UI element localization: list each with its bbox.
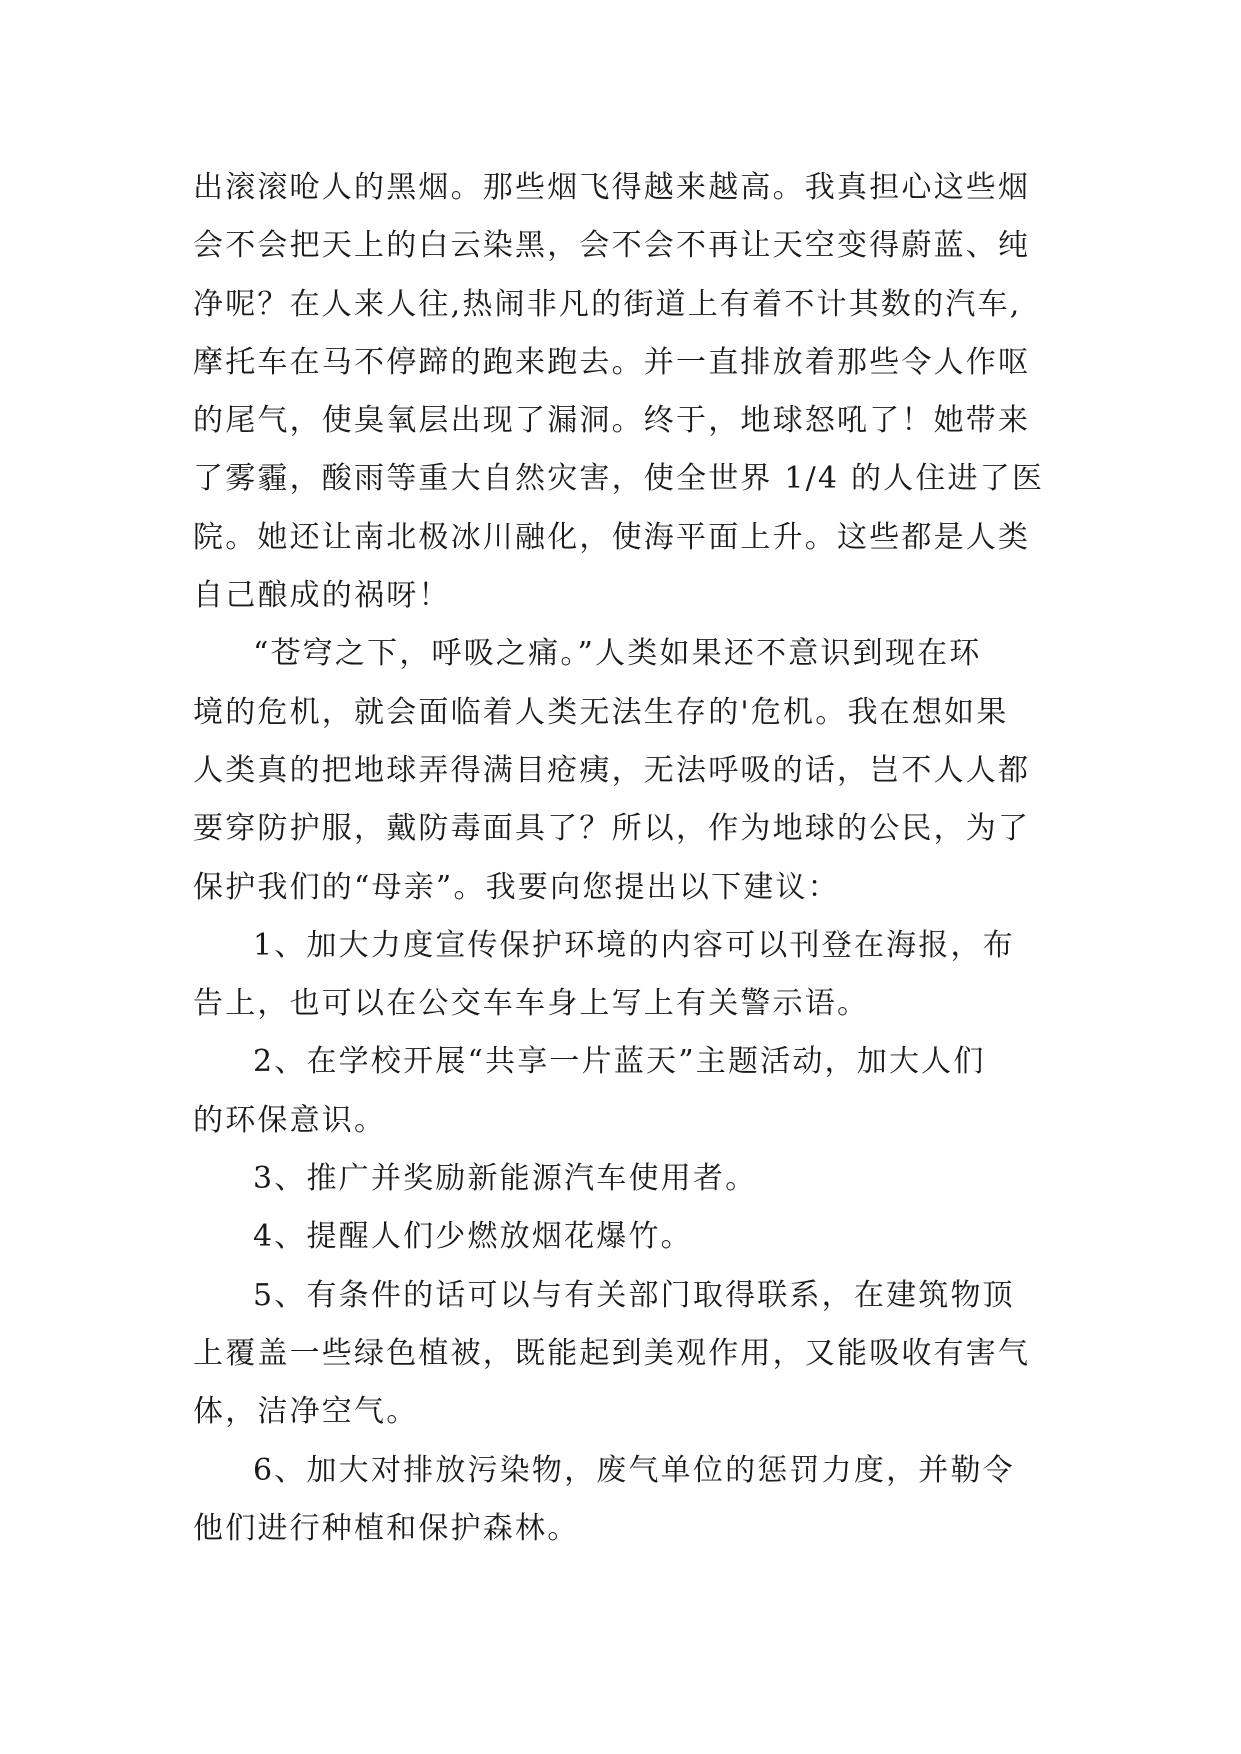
text-line: 的尾气，使臭氧层出现了漏洞。终于，地球怒吼了！她带来 <box>193 403 1031 439</box>
suggestion-item-6: 6、加大对排放污染物，废气单位的惩罚力度，并勒令 <box>253 1452 1015 1488</box>
text-line: 了雾霾，酸雨等重大自然灾害，使全世界 1/4 的人住进了医 <box>193 461 1045 497</box>
text-line: 自己酿成的祸呀！ <box>193 578 451 614</box>
suggestion-item-4: 4、提醒人们少燃放烟花爆竹。 <box>253 1219 693 1255</box>
suggestion-item-5: 5、有条件的话可以与有关部门取得联系，在建筑物顶 <box>253 1277 1015 1313</box>
text-line: 体，洁净空气。 <box>193 1394 419 1430</box>
text-line: 上覆盖一些绿色植被，既能起到美观作用，又能吸收有害气 <box>193 1335 1031 1371</box>
text-line: 保护我们的“母亲”。我要向您提出以下建议： <box>193 869 840 905</box>
text-line: 境的危机，就会面临着人类无法生存的'危机。我在想如果 <box>193 694 1009 730</box>
text-line: 人类真的把地球弄得满目疮痍，无法呼吸的话，岂不人人都 <box>193 752 1031 788</box>
suggestion-item-1: 1、加大力度宣传保护环境的内容可以刊登在海报，布 <box>253 927 1015 963</box>
paragraph-first-line: “苍穹之下，呼吸之痛。”人类如果还不意识到现在环 <box>253 636 982 672</box>
suggestion-item-2: 2、在学校开展“共享一片蓝天”主题活动，加大人们 <box>253 1044 986 1080</box>
document-body <box>193 159 1073 1558</box>
text-line: 摩托车在马不停蹄的跑来跑去。并一直排放着那些令人作呕 <box>193 344 1031 380</box>
suggestion-item-3: 3、推广并奖励新能源汽车使用者。 <box>253 1161 758 1197</box>
text-line: 出滚滚呛人的黑烟。那些烟飞得越来越高。我真担心这些烟 <box>193 170 1031 205</box>
text-line: 的环保意识。 <box>193 1102 387 1138</box>
text-line: 他们进行种植和保护森林。 <box>193 1510 580 1546</box>
text-line: 告上，也可以在公交车车身上写上有关警示语。 <box>193 986 870 1022</box>
text-line: 要穿防护服，戴防毒面具了？所以，作为地球的公民，为了 <box>193 811 1031 847</box>
text-line: 净呢？在人来人往,热闹非凡的街道上有着不计其数的汽车, <box>193 286 1022 322</box>
text-line: 院。她还让南北极冰川融化，使海平面上升。这些都是人类 <box>193 519 1031 555</box>
text-line: 会不会把天上的白云染黑，会不会不再让天空变得蔚蓝、纯 <box>193 228 1031 264</box>
